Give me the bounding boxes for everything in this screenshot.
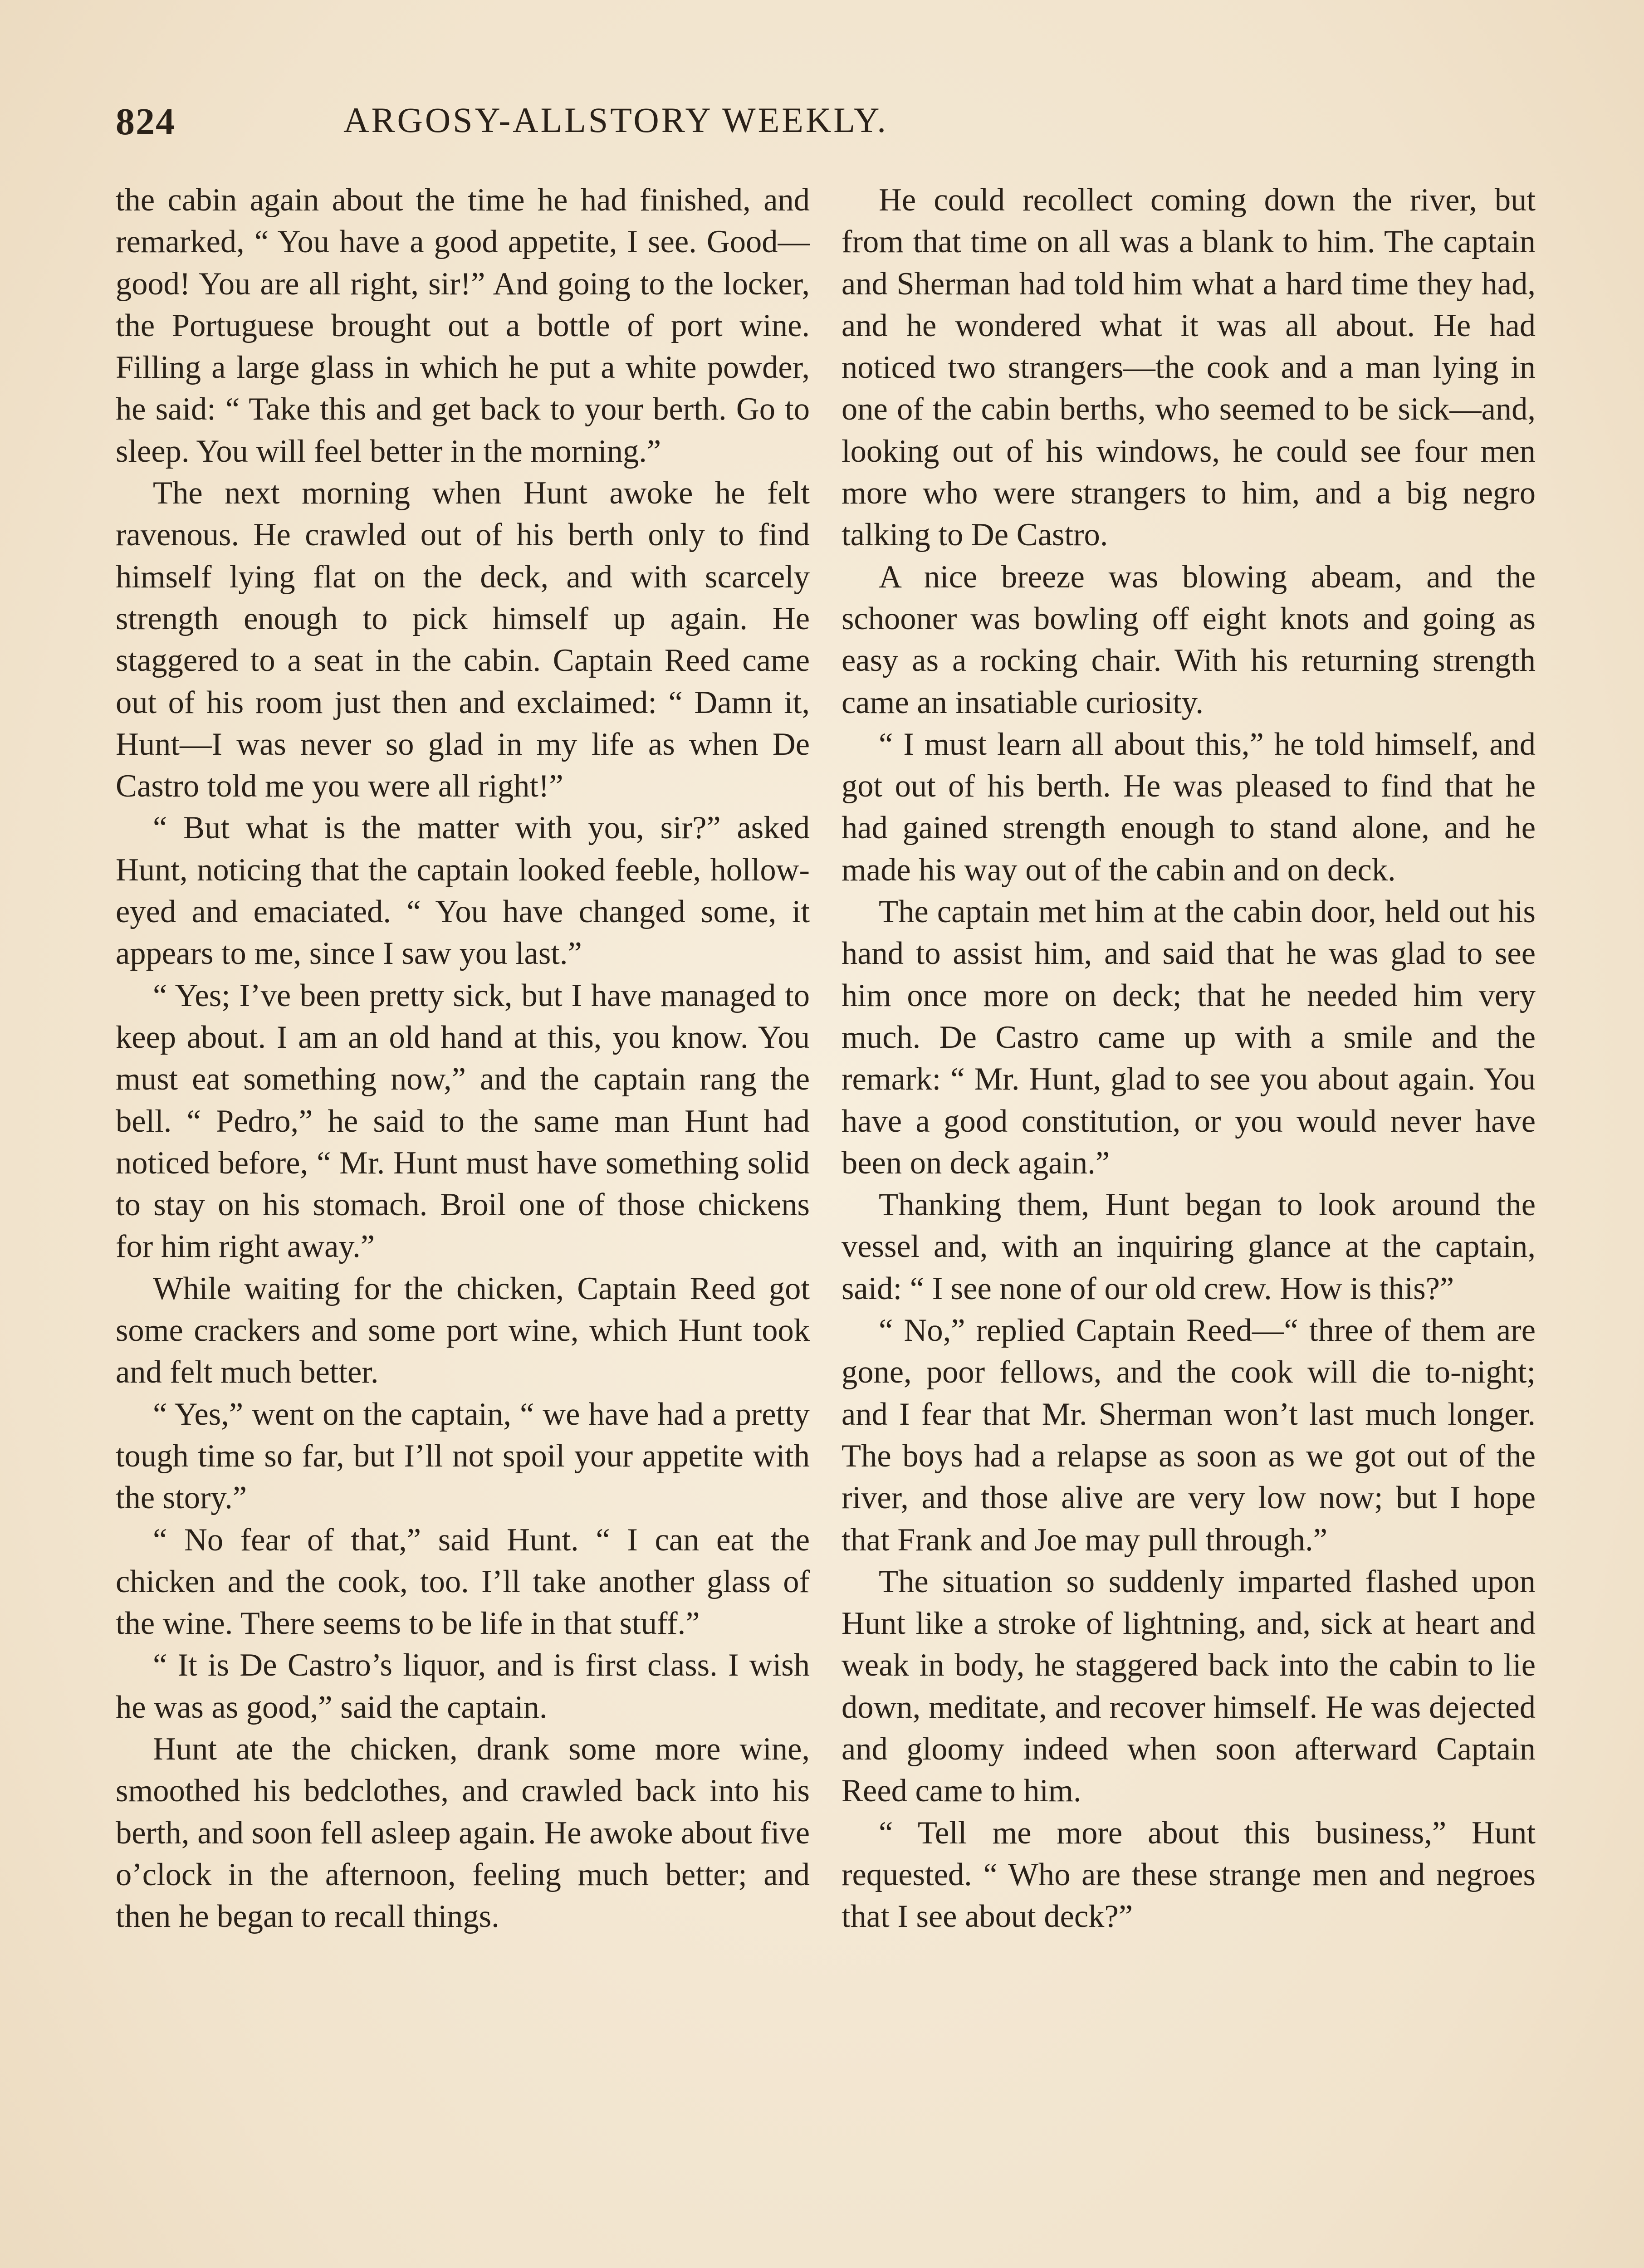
right-column — [842, 179, 1536, 1937]
paragraph: A nice breeze was blowing abeam, and the schooner was bowling off eight knots and going as easy as a rocking chair. With his returning strength came an insatiable curiosity. — [842, 559, 1536, 720]
paragraph: “ No fear of that,” said Hunt. “ I can eat the chicken and the cook, too. I’ll take another glass of the wine. There seems to be life in that stuff.” — [116, 1522, 810, 1642]
paragraph: “ Tell me more about this business,” Hunt requested. “ Who are these strange men and negroes that I see about deck?” — [842, 1815, 1536, 1935]
paragraph: “ Yes,” went on the captain, “ we have had a pretty tough time so far, but I’ll not spoil your appetite with the story.” — [116, 1396, 810, 1516]
paragraph: The captain met him at the cabin door, held out his hand to assist him, and said that he was glad to see him once more on deck; that he needed him very much. De Castro came up with a smile and the remark: “ Mr. Hunt, glad to see you about again. You have a good constitution, or you would never have been on deck again.” — [842, 894, 1536, 1181]
paragraph: “ But what is the matter with you, sir?” asked Hunt, noticing that the captain looked feeble, hollow-eyed and emaciated. “ You have changed some, it appears to me, since I saw you last.” — [116, 810, 810, 972]
paragraph: “ It is De Castro’s liquor, and is first class. I wish he was as good,” said the captain. — [116, 1647, 810, 1725]
paragraph: “ No,” replied Captain Reed—“ three of them are gone, poor fellows, and the cook will die to-night; and I fear that Mr. Sherman won’t last much longer. The boys had a relapse as soon as we got out of the river, and those alive are very low now; but I hope that Frank and Joe may pull through.” — [842, 1313, 1536, 1558]
paragraph: He could recollect coming down the river, but from that time on all was a blank to him. The captain and Sherman had told him what a hard time they had, and he wondered what it was all about. He had noticed two strangers—the cook and a man lying in one of the cabin berths, who seemed to be sick—and, looking out of his windows, he could see four men more who were strangers to him, and a big negro talking to De Castro. — [842, 182, 1536, 553]
paragraph: “ I must learn all about this,” he told himself, and got out of his berth. He was pleased to find that he had gained strength enough to stand alone, and he made his way out of the cabin and on deck. — [842, 726, 1536, 888]
paragraph: The next morning when Hunt awoke he felt ravenous. He crawled out of his berth only to find himself lying flat on the deck, and with scarcely strength enough to pick himself up again. He staggered to a seat in the cabin. Captain Reed came out of his room just then and exclaimed: “ Damn it, Hunt—I was never so glad in my life as when De Castro told me you were all right!” — [116, 475, 810, 804]
paragraph: While waiting for the chicken, Captain Reed got some crackers and some port wine, which Hunt took and felt much better. — [116, 1271, 810, 1390]
paragraph: “ Yes; I’ve been pretty sick, but I have managed to keep about. I am an old hand at this, you know. You must eat something now,” and the captain rang the bell. “ Pedro,” he said to the same man Hunt had noticed before, “ Mr. Hunt must have something solid to stay on his stomach. Broil one of those chickens for him right away.” — [116, 978, 810, 1265]
paragraph: The situation so suddenly imparted flashed upon Hunt like a stroke of lightning, and, sick at heart and weak in body, he staggered back into the cabin to lie down, meditate, and recover himself. He was dejected and gloomy indeed when soon afterward Captain Reed came to him. — [842, 1564, 1536, 1809]
page-number: 824 — [116, 101, 176, 143]
paragraph: Thanking them, Hunt began to look around the vessel and, with an inquiring glance at the captain, said: “ I see none of our old crew. How is this?” — [842, 1187, 1536, 1306]
page-header — [116, 100, 1116, 150]
paragraph: Hunt ate the chicken, drank some more wine, smoothed his bedclothes, and crawled back into his berth, and soon fell asleep again. He awoke about five o’clock in the afternoon, feeling much better; and then he began to recall things. — [116, 1731, 810, 1935]
left-column — [116, 179, 810, 1937]
running-head: ARGOSY-ALLSTORY WEEKLY. — [343, 100, 888, 140]
paragraph: the cabin again about the time he had finished, and remarked, “ You have a good appetite, I see. Good—good! You are all right, sir!” And going to the locker, the Portuguese brought out a bottle of port wine. Filling a large glass in which he put a white powder, he said: “ Take this and get back to your berth. Go to sleep. You will feel better in the morning.” — [116, 182, 810, 469]
